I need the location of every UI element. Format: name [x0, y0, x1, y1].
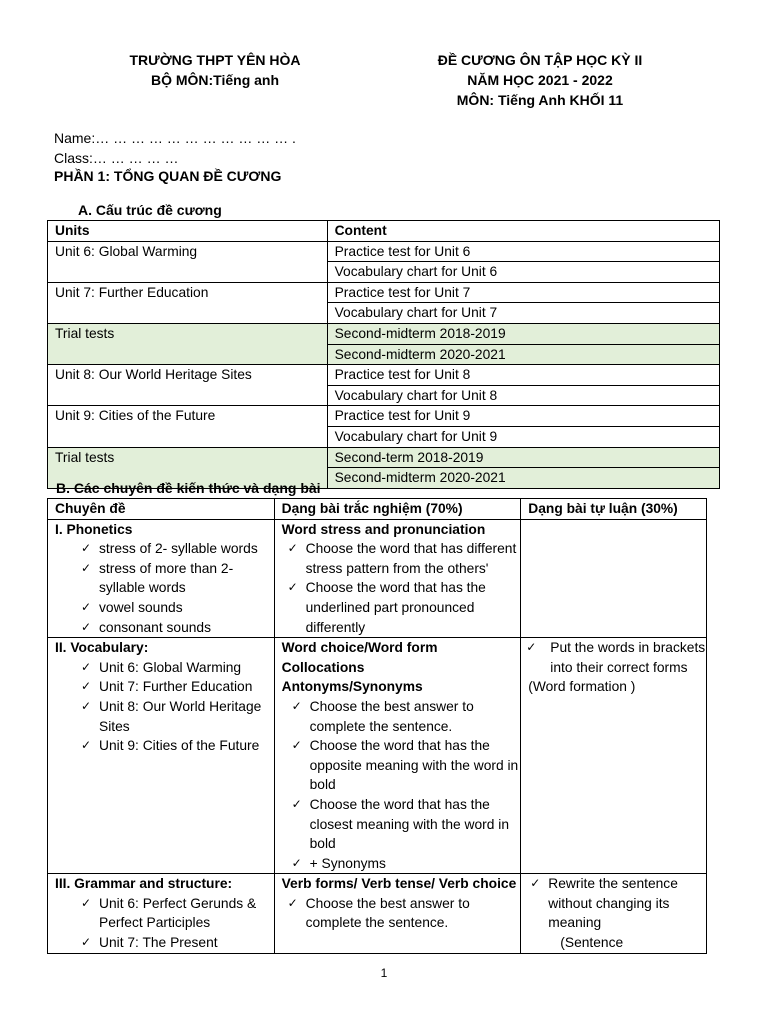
content-cell: Second-midterm 2018-2019 — [327, 323, 719, 344]
unit-cell: Trial tests — [48, 447, 328, 488]
essay-note: (Sentence — [560, 935, 624, 951]
school-year: NĂM HỌC 2021 - 2022 — [467, 72, 613, 88]
section-a-title: A. Cấu trúc đề cương — [78, 202, 222, 218]
topics-table — [47, 498, 707, 954]
school-header — [110, 50, 320, 90]
mc-item: ✓ Choose the best answer to complete the sentence. — [290, 697, 521, 736]
mc-cell — [274, 519, 521, 638]
essay-cell — [521, 638, 707, 874]
mc-item: ✓ Choose the word that has different stress pattern from the others' — [286, 539, 521, 578]
section-b-title: B. Các chuyên đề kiến thức và dạng bài — [56, 480, 321, 496]
essay-cell — [521, 874, 707, 953]
mc-title: Word stress and pronunciation — [281, 521, 486, 537]
unit-cell: Unit 7: Further Education — [48, 282, 328, 323]
content-cell: Practice test for Unit 7 — [327, 282, 719, 303]
mc-item: ✓ + Synonyms — [290, 854, 521, 874]
content-cell: Practice test for Unit 6 — [327, 241, 719, 262]
essay-cell — [521, 519, 707, 638]
unit-cell: Unit 6: Global Warming — [48, 241, 328, 282]
essay-item: ✓ Rewrite the sentence without changing its meaning — [528, 874, 706, 933]
mc-item: ✓ Choose the word that has the closest meaning with the word in bold — [290, 795, 521, 854]
unit-cell: Unit 9: Cities of the Future — [48, 406, 328, 447]
content-cell: Vocabulary chart for Unit 6 — [327, 262, 719, 283]
topic-item: ✓ Unit 7: The Present — [79, 933, 274, 953]
topic-title: I. Phonetics — [55, 521, 133, 537]
topic-title: II. Vocabulary: — [55, 640, 149, 656]
topic-title: III. Grammar and structure: — [55, 876, 233, 892]
topic-cell — [48, 519, 275, 638]
topic-cell — [48, 638, 275, 874]
exam-header — [400, 50, 680, 110]
header-essay: Dạng bài tự luận (30%) — [521, 499, 707, 520]
topic-item: ✓ Unit 6: Perfect Gerunds & Perfect Participles — [79, 894, 274, 933]
topic-item: ✓ Unit 8: Our World Heritage Sites — [79, 697, 274, 736]
content-cell: Vocabulary chart for Unit 8 — [327, 385, 719, 406]
mc-title: Verb forms/ Verb tense/ Verb choice — [281, 876, 517, 892]
topic-item: ✓ stress of more than 2-syllable words — [79, 559, 274, 598]
header-content: Content — [327, 221, 719, 242]
topic-item: ✓ stress of 2- syllable words — [79, 539, 274, 559]
mc-item: ✓ Choose the word that has the opposite meaning with the word in bold — [290, 736, 521, 795]
name-line: Name:… … … … … … … … … … … . — [54, 130, 296, 146]
topic-item: ✓ Unit 6: Global Warming — [79, 658, 274, 678]
content-cell: Second-midterm 2020-2021 — [327, 468, 719, 489]
content-cell: Practice test for Unit 8 — [327, 365, 719, 386]
content-cell: Practice test for Unit 9 — [327, 406, 719, 427]
unit-cell: Trial tests — [48, 323, 328, 364]
header-mc: Dạng bài trắc nghiệm (70%) — [274, 499, 521, 520]
structure-table — [47, 220, 720, 489]
content-cell: Vocabulary chart for Unit 7 — [327, 303, 719, 324]
topic-item: ✓ Unit 9: Cities of the Future — [79, 736, 274, 756]
school-name: TRƯỜNG THPT YÊN HÒA — [129, 52, 301, 68]
subject: MÔN: Tiếng Anh KHỐI 11 — [456, 92, 624, 108]
topic-item: ✓ Unit 7: Further Education — [79, 677, 274, 697]
class-line: Class:… … … … … — [54, 150, 179, 166]
header-units: Units — [48, 221, 328, 242]
mc-item: ✓ Choose the word that has the underlined part pronounced differently — [286, 578, 521, 637]
essay-item: ✓ Put the words in brackets into their correct forms — [524, 638, 706, 677]
topic-item: ✓ vowel sounds — [79, 598, 274, 618]
content-cell: Second-term 2018-2019 — [327, 447, 719, 468]
unit-cell: Unit 8: Our World Heritage Sites — [48, 365, 328, 406]
mc-item: ✓ Choose the best answer to complete the sentence. — [286, 894, 521, 933]
doc-title: ĐỀ CƯƠNG ÔN TẬP HỌC KỲ II — [437, 52, 643, 68]
content-cell: Vocabulary chart for Unit 9 — [327, 426, 719, 447]
department: BỘ MÔN:Tiếng anh — [150, 72, 280, 88]
mc-title: Word choice/Word form Collocations Antonyms/Synonyms — [281, 640, 438, 695]
topic-item: ✓ consonant sounds — [79, 618, 274, 638]
essay-note: (Word formation ) — [528, 679, 636, 695]
mc-cell — [274, 874, 521, 953]
mc-cell — [274, 638, 521, 874]
content-cell: Second-midterm 2020-2021 — [327, 344, 719, 365]
topic-cell — [48, 874, 275, 953]
page-number: 1 — [380, 966, 388, 980]
header-topic: Chuyên đề — [48, 499, 275, 520]
part1-title: PHẦN 1: TỔNG QUAN ĐỀ CƯƠNG — [54, 168, 282, 184]
